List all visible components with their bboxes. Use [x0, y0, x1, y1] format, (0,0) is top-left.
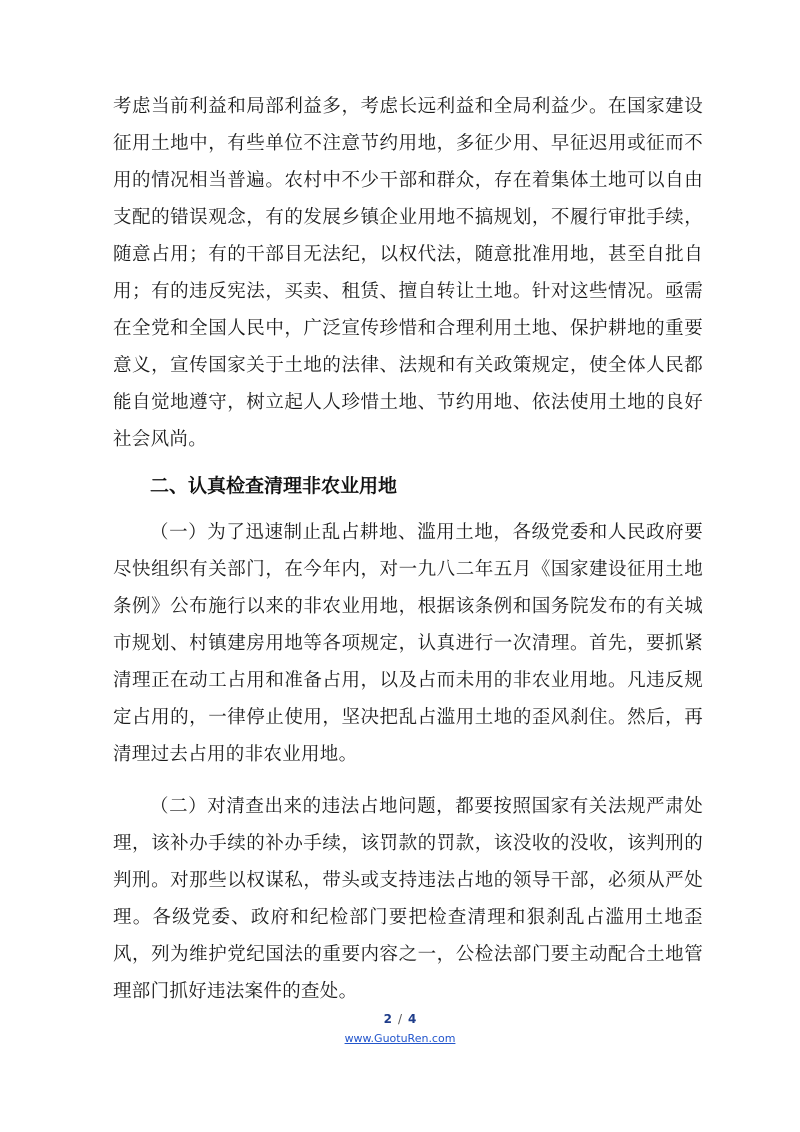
total-pages-number: 4 — [408, 1012, 417, 1026]
section-heading: 二、认真检查清理非农业用地 — [150, 475, 398, 497]
website-link[interactable]: www.GuotuRen.com — [344, 1032, 456, 1045]
current-page-number: 2 — [383, 1012, 392, 1026]
body-paragraph-3: （二）对清查出来的违法占地问题，都要按照国家有关法规严肃处理，该补办手续的补办手续，该罚款的罚款，该没收的没收，该判刑的判刑。对那些以权谋私，带头或支持违法占地的领导干部，必须从严处理。各级党委、政府和纪检部门要把检查清理和狠刹乱占滥用土地歪风，列为维护党纪国法的重要内容之一，公检法部门要主动配合土地管理部门抓好违法案件的查处。 — [113, 796, 703, 1002]
body-paragraph-1: 考虑当前利益和局部利益多，考虑长远利益和全局利益少。在国家建设征用土地中，有些单位不注意节约用地，多征少用、早征迟用或征而不用的情况相当普遍。农村中不少干部和群众，存在着集体土地可以自由支配的错误观念，有的发展乡镇企业用地不搞规划，不履行审批手续，随意占用；有的干部目无法纪，以权代法，随意批准用地，甚至自批自用；有的违反宪法，买卖、租赁、擅自转让土地。针对这些情况。亟需在全党和全国人民中，广泛宣传珍惜和合理利用土地、保护耕地的重要意义，宣传国家关于土地的法律、法规和有关政策规定，使全体人民都能自觉地遵守，树立起人人珍惜土地、节约用地、依法使用土地的良好社会风尚。 — [113, 96, 703, 450]
page-number — [0, 1012, 800, 1026]
page-separator: / — [397, 1012, 403, 1026]
body-paragraph-2: （一）为了迅速制止乱占耕地、滥用土地，各级党委和人民政府要尽快组织有关部门，在今年内，对一九八二年五月《国家建设征用土地条例》公布施行以来的非农业用地，根据该条例和国务院发布的有关城市规划、村镇建房用地等各项规定，认真进行一次清理。首先，要抓紧清理正在动工占用和准备占用，以及占而未用的非农业用地。凡违反规定占用的，一律停止使用，坚决把乱占滥用土地的歪风刹住。然后，再清理过去占用的非农业用地。 — [113, 522, 703, 765]
